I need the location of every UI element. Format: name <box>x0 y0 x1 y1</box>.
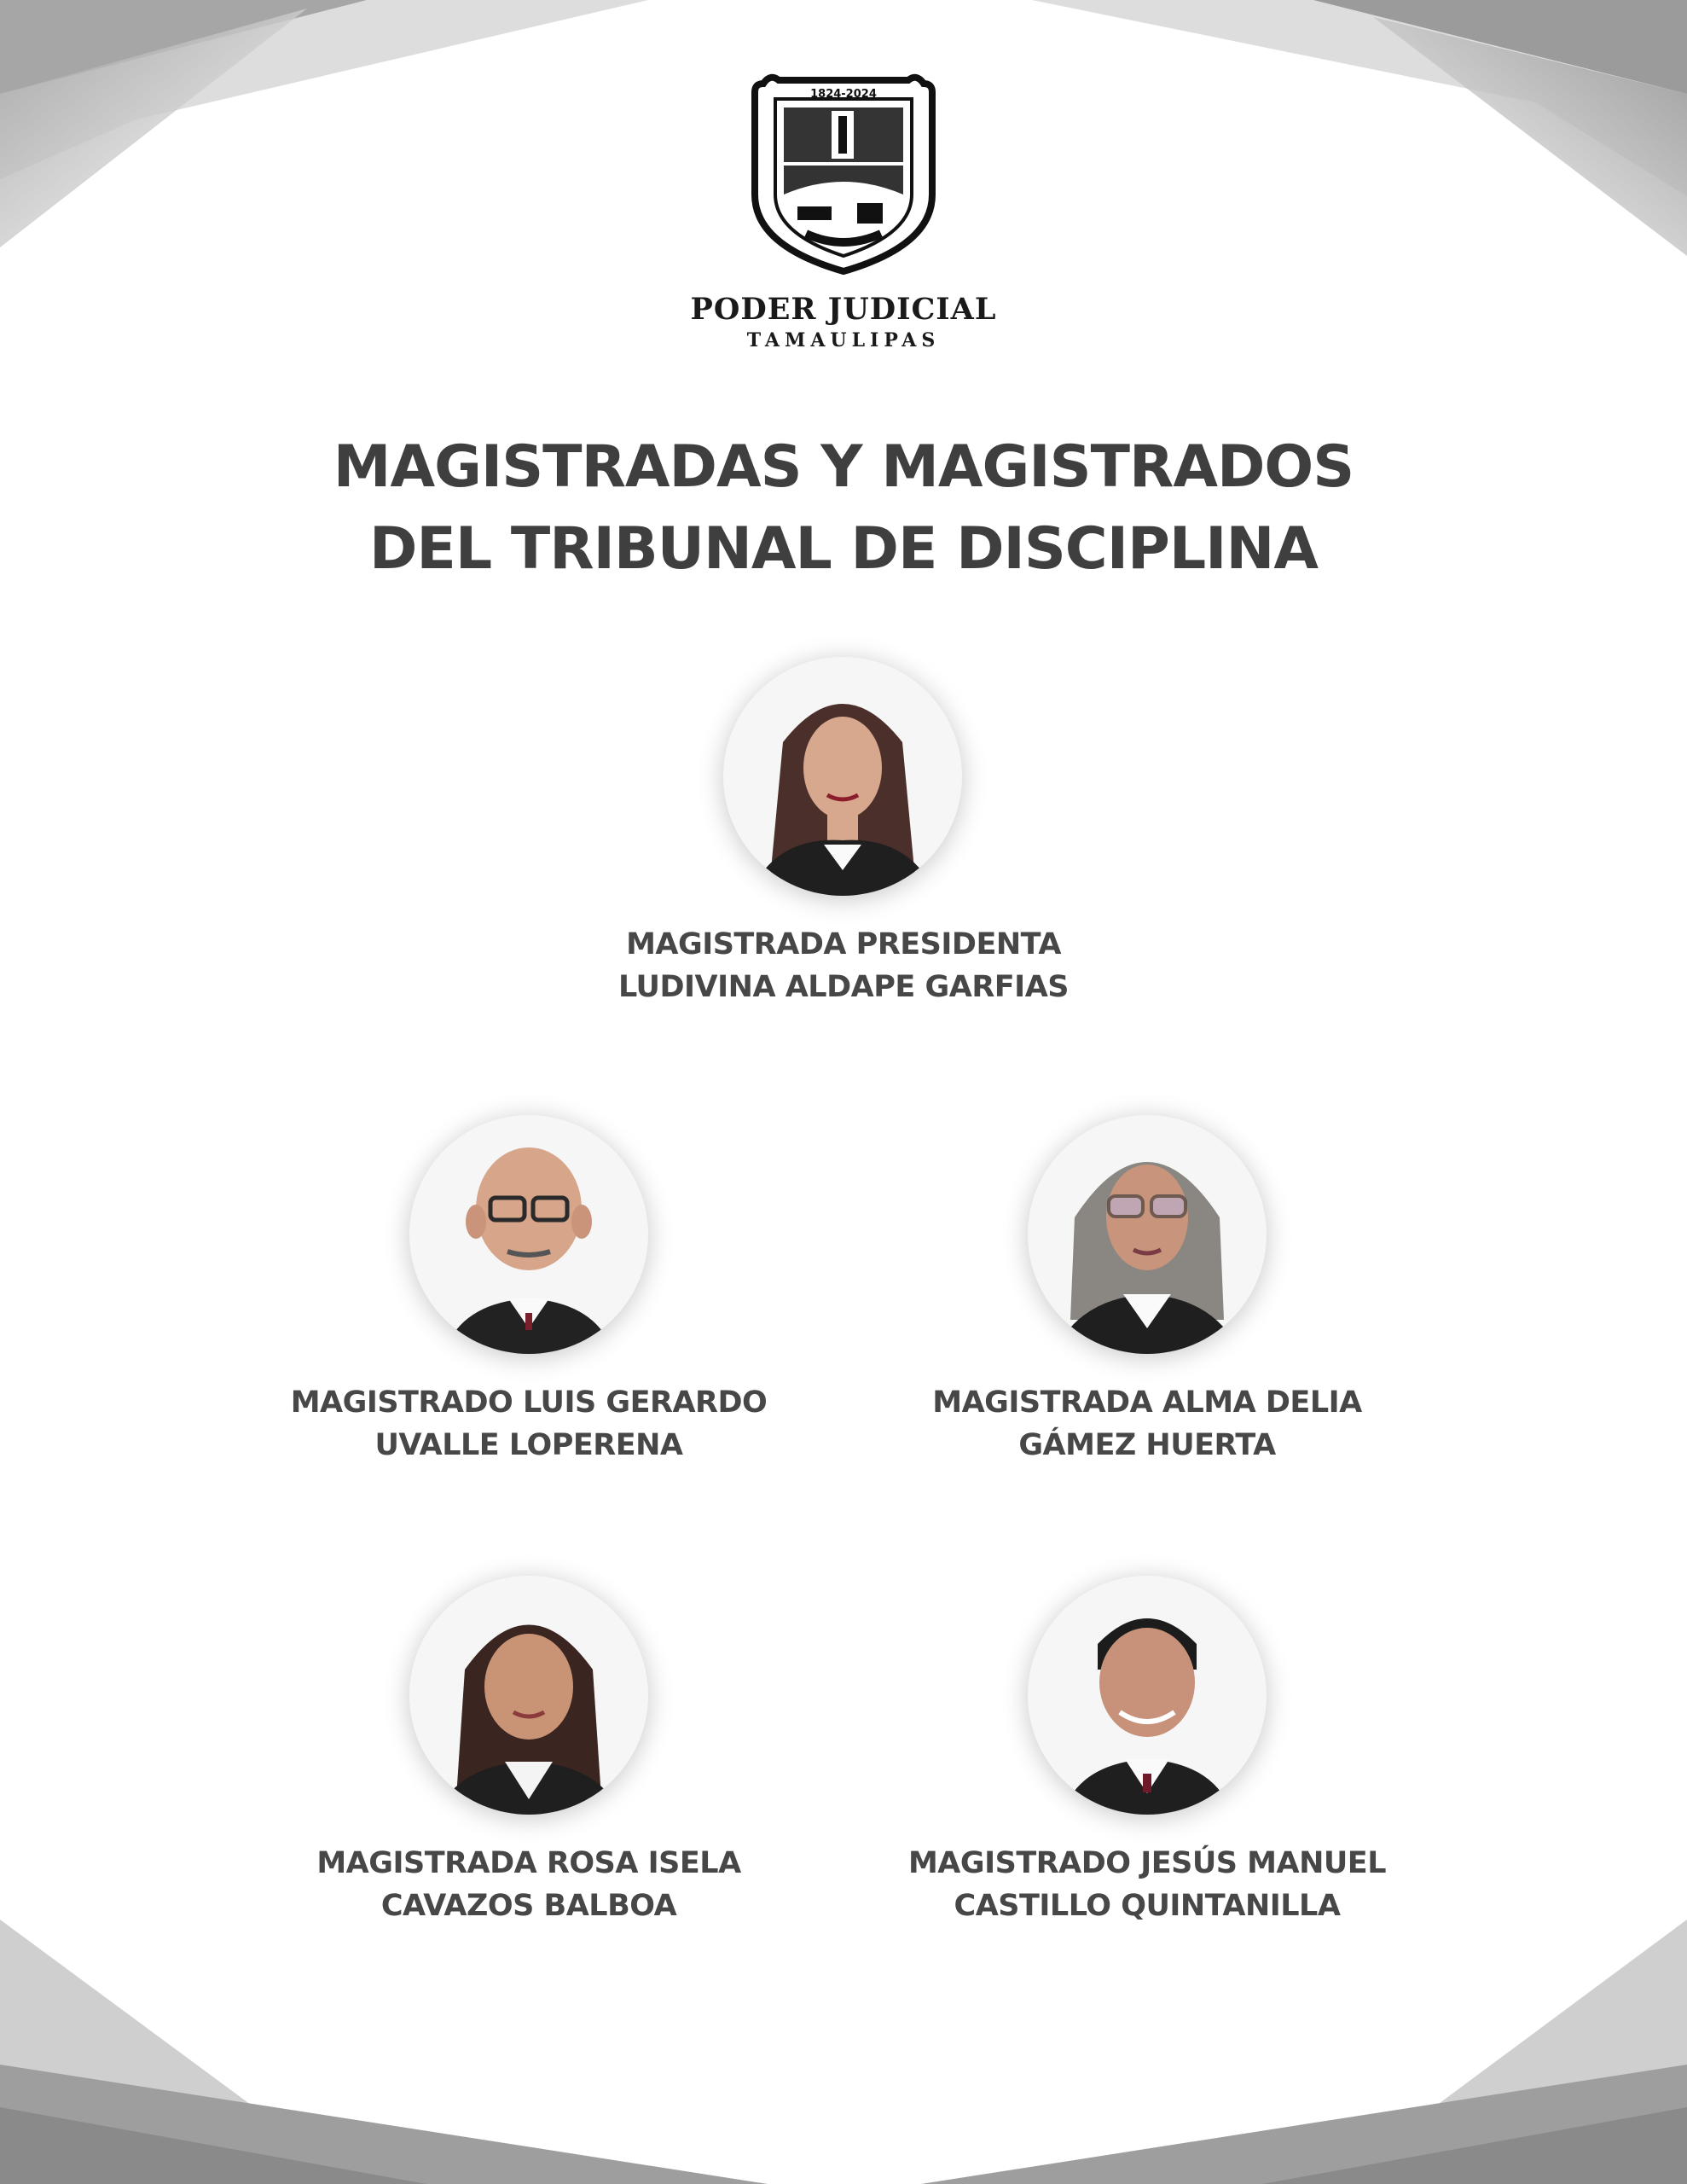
logo-title: PODER JUDICIAL <box>690 292 997 327</box>
member-title-line: MAGISTRADA PRESIDENTA <box>626 927 1061 961</box>
seal-year-text: 1824-2024 <box>810 88 877 101</box>
member-name-line: UVALLE LOPERENA <box>374 1428 683 1462</box>
member-caption <box>230 1381 827 1467</box>
member-name-line: GÁMEZ HUERTA <box>1018 1428 1276 1462</box>
member-caption <box>230 1842 827 1927</box>
portrait-photo <box>409 1115 648 1354</box>
member-title-line: MAGISTRADO JESÚS MANUEL <box>907 1846 1387 1880</box>
tamaulipas-seal-logo <box>746 67 941 280</box>
member-name-line: CAVAZOS BALBOA <box>380 1889 677 1923</box>
page-title-line1: MAGISTRADAS Y MAGISTRADOS <box>333 433 1354 501</box>
portrait-photo <box>723 657 962 896</box>
member-title-line: MAGISTRADA ROSA ISELA <box>316 1846 741 1880</box>
member-caption <box>849 1381 1446 1467</box>
portrait-photo <box>409 1576 648 1815</box>
logo-subtitle: TAMAULIPAS <box>746 329 941 351</box>
portrait-photo <box>1028 1576 1267 1815</box>
member-caption <box>849 1842 1446 1927</box>
member-title-line: MAGISTRADA ALMA DELIA <box>932 1385 1362 1420</box>
member-name-line: CASTILLO QUINTANILLA <box>954 1889 1341 1923</box>
member-title-line: MAGISTRADO LUIS GERARDO <box>290 1385 768 1420</box>
member-caption <box>545 923 1142 1008</box>
page-title-line2: DEL TRIBUNAL DE DISCIPLINA <box>368 515 1319 583</box>
member-name-line: LUDIVINA ALDAPE GARFIAS <box>618 970 1069 1004</box>
portrait-photo <box>1028 1115 1267 1354</box>
